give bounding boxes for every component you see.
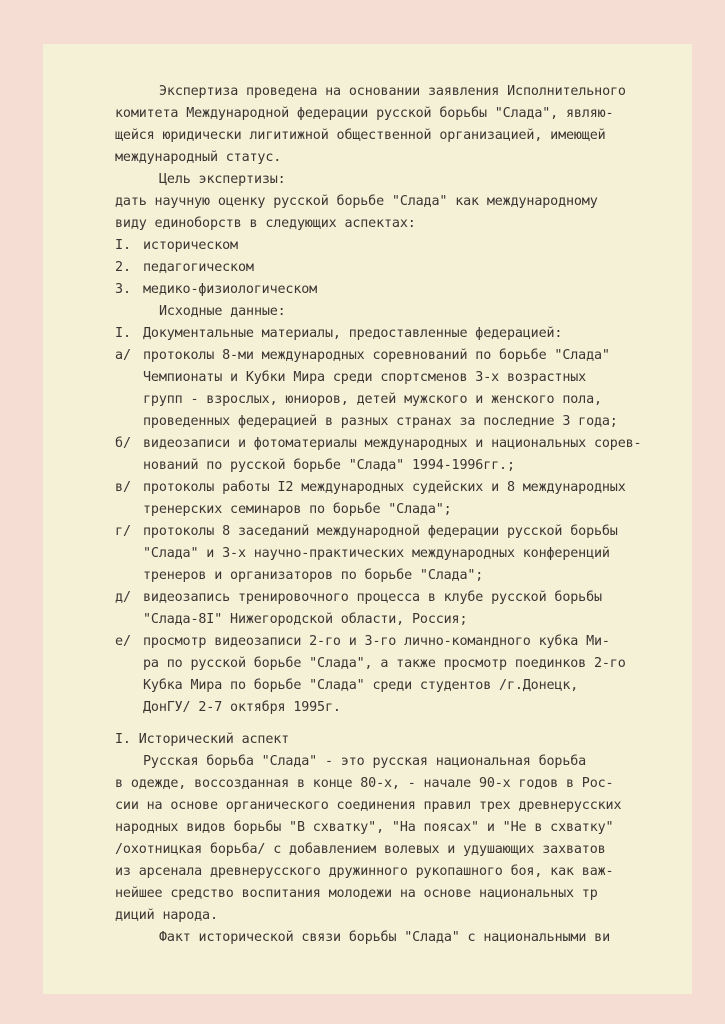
sub-item-line: Чемпионаты и Кубки Мира среди спортсменов 3-х возрастных [143, 370, 587, 385]
aspect-number: I. [115, 238, 132, 253]
sub-item-line: "Слада" и 3-х научно-практических международных конференций [143, 546, 610, 561]
sub-item-line: протоколы 8 заседаний международной федерации русской борьбы [143, 524, 618, 539]
aspect-text: педагогическом [143, 260, 254, 275]
goal-heading: Цель экспертизы: [159, 172, 286, 187]
history-line: сии на основе органического соединения правил трех древнерусских [115, 798, 622, 813]
sub-item-mark: а/ [115, 348, 132, 363]
sub-item-mark: в/ [115, 480, 132, 495]
sub-item-line: просмотр видеозаписи 2-го и 3-го лично-командного кубка Ми- [143, 634, 610, 649]
sub-item-line: ДонГУ/ 2-7 октября 1995г. [143, 700, 341, 715]
sub-item-line: видеозапись тренировочного процесса в клубе русской борьбы [143, 590, 602, 605]
history-line: /охотницкая борьба/ с добавлением волевых и удушающих захватов [115, 842, 606, 857]
aspect-text: медико-физиологическом [143, 282, 318, 297]
history-line: диций народа. [115, 908, 218, 923]
history-line: Русская борьба "Слада" - это русская национальная борьба [143, 754, 587, 769]
history-line: народных видов борьбы "В схватку", "На поясах" и "Не в схватку" [115, 820, 614, 835]
history-line: нейшее средство воспитания молодежи на основе национальных тр [115, 886, 598, 901]
sub-item-line: Кубка Мира по борьбе "Слада" среди студентов /г.Донецк, [143, 678, 579, 693]
source-item-text: Документальные материалы, предоставленные федерацией: [143, 326, 563, 341]
sub-item-line: групп - взрослых, юниоров, детей мужского и женского пола, [143, 392, 602, 407]
sub-item-line: протоколы работы I2 международных судейских и 8 международных [143, 480, 626, 495]
history-line: в одежде, воссозданная в конце 80-х, - начале 90-х годов в Рос- [115, 776, 614, 791]
sub-item-mark: г/ [115, 524, 132, 539]
goal-line: виду единоборств в следующих аспектах: [115, 216, 416, 231]
sub-item-line: тренерских семинаров по борьбе "Слада"; [143, 502, 452, 517]
sub-item-mark: д/ [115, 590, 132, 605]
sub-item-line: "Слада-8I" Нижегородской области, Россия; [143, 612, 468, 627]
sub-item-mark: е/ [115, 634, 132, 649]
sub-item-line: нований по русской борьбе "Слада" 1994-1996гг.; [143, 458, 515, 473]
history-line: из арсенала древнерусского дружинного рукопашного боя, как важ- [115, 864, 614, 879]
goal-line: дать научную оценку русской борьбе "Слада" как международному [115, 194, 598, 209]
sub-item-line: видеозаписи и фотоматериалы международных и национальных сорев- [143, 436, 642, 451]
source-heading: Исходные данные: [159, 304, 286, 319]
section-heading: I. Исторический аспект [115, 732, 290, 747]
intro-line: Экспертиза проведена на основании заявления Исполнительного [159, 84, 626, 99]
sub-item-line: ра по русской борьбе "Слада", а также просмотр поединков 2-го [143, 656, 626, 671]
aspect-number: 2. [115, 260, 132, 275]
intro-line: щейся юридически лигитижной общественной организацией, имеющей [115, 128, 606, 143]
history-line: Факт исторической связи борьбы "Слада" с национальными ви [159, 930, 610, 945]
sub-item-mark: б/ [115, 436, 132, 451]
intro-line: комитета Международной федерации русской борьбы "Слада", являю- [115, 106, 614, 121]
sub-item-line: протоколы 8-ми международных соревнований по борьбе "Слада" [143, 348, 610, 363]
document-page [43, 44, 692, 994]
sub-item-line: тренеров и организаторов по борьбе "Слада"; [143, 568, 484, 583]
sub-item-line: проведенных федерацией в разных странах за последние 3 года; [143, 414, 618, 429]
intro-line: международный статус. [115, 150, 282, 165]
aspect-number: 3. [115, 282, 132, 297]
source-item-number: I. [115, 326, 132, 341]
aspect-text: историческом [143, 238, 238, 253]
